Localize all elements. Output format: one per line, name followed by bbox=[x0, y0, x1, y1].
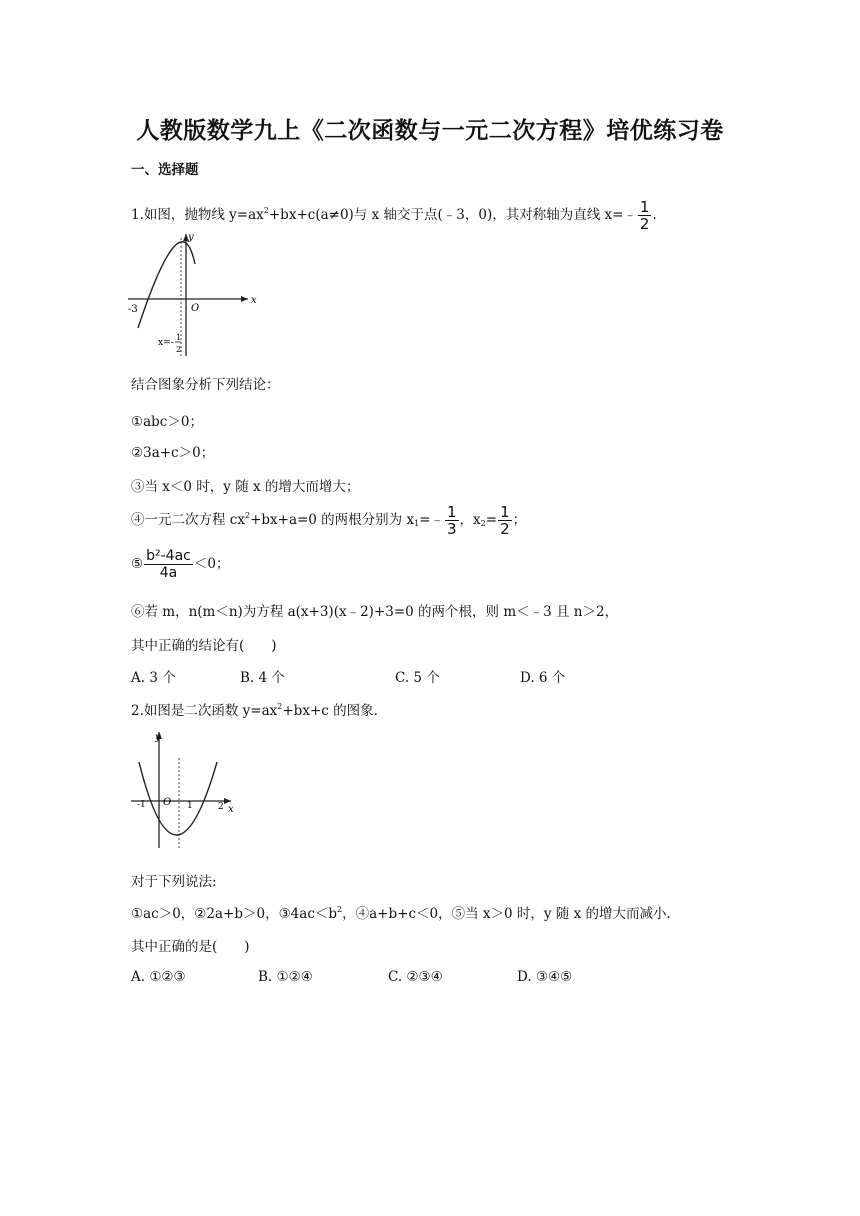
q2-origin-label: O bbox=[163, 797, 172, 808]
q1-axis-label: x=- bbox=[158, 338, 174, 348]
q2-tick-2: 2 bbox=[218, 802, 224, 812]
q1-root-label: -3 bbox=[128, 304, 138, 315]
q1-conclusion-1: ①abc＞0； bbox=[131, 414, 203, 430]
q1-conclusion-4: ④一元二次方程 $cx^2+bx+a=0$ 的两根分别为 $x_1=﹣$ $\frac{1}{3}$ ，$x_2=$ $\frac{1}{2}$ ； bbox=[131, 503, 527, 538]
q1-conclusion-3: ③当 x＜0 时，y 随 x 的增大而增大； bbox=[131, 479, 360, 495]
q2-prompt: 对于下列说法: bbox=[131, 874, 217, 890]
q2-y-label: y bbox=[155, 732, 161, 743]
q1-stem: 1.如图，抛物线 $y=ax^2+bx+c(a\ne 0)$与 x 轴交于点(﹣3，0)，其对称轴为直线 x=﹣ $\frac{1}{2}$ . bbox=[131, 198, 657, 233]
q1-axis-frac-den: 2 bbox=[176, 345, 182, 354]
q2-option-c[interactable]: C. ②③④ bbox=[388, 969, 443, 985]
q2-option-a[interactable]: A. ①②③ bbox=[131, 969, 186, 985]
q1-conclusion-5: ⑤ $\frac{\text{b²-4ac}}{4a}$ ＜0； bbox=[131, 548, 230, 581]
q1-option-c[interactable]: C. 5 个 bbox=[395, 670, 440, 686]
q1-axis-frac-num: 1 bbox=[176, 333, 182, 342]
q2-option-d[interactable]: D. ③④⑤ bbox=[517, 969, 573, 985]
q1-axis-fraction: $\frac{1}{2}$ bbox=[639, 198, 650, 233]
q1-option-a[interactable]: A. 3 个 bbox=[131, 670, 176, 686]
q1-root1-fraction: $\frac{1}{3}$ bbox=[447, 503, 457, 538]
q1-parabola-figure bbox=[124, 228, 264, 358]
q2-stem: 2.如图是二次函数 $y=ax^2+bx+c$ 的图象. bbox=[131, 702, 378, 719]
q1-x-label: x bbox=[251, 295, 257, 306]
q2-parabola-figure bbox=[127, 728, 239, 852]
section-heading: 一、选择题 bbox=[131, 162, 199, 178]
q1-prompt: 结合图象分析下列结论： bbox=[131, 377, 280, 393]
q1-root2-fraction: $\frac{1}{2}$ bbox=[500, 503, 510, 538]
q1-conclusion-6: ⑥若 m，n(m＜n)为方程 a(x+3)(x﹣2)+3=0 的两个根，则 m＜﹣3 且 n＞2， bbox=[131, 604, 619, 620]
q2-ask: 其中正确的是( ) bbox=[131, 939, 250, 955]
q2-x-label: x bbox=[228, 804, 234, 815]
q1-ask: 其中正确的结论有( ) bbox=[131, 638, 277, 654]
q1-option-b[interactable]: B. 4 个 bbox=[240, 670, 285, 686]
q2-tick-1: 1 bbox=[187, 801, 193, 811]
page-title: 人教版数学九上《二次函数与一元二次方程》培优练习卷 bbox=[136, 118, 724, 144]
q1-option-d[interactable]: D. 6 个 bbox=[520, 670, 566, 686]
q1-origin-label: O bbox=[191, 303, 200, 314]
q1-y-label: y bbox=[188, 232, 194, 243]
q2-statements: ①ac＞0，②2a+b＞0，$③4ac<b^2$，④a+b+c＜0，⑤当 x＞0 时，y 随 x 的增大而减小. bbox=[131, 905, 671, 922]
q2-option-b[interactable]: B. ①②④ bbox=[258, 969, 313, 985]
q2-tick-minus1: -1 bbox=[137, 800, 146, 810]
q1-discriminant-fraction: $\frac{\text{b²-4ac}}{4a}$ bbox=[146, 548, 191, 581]
q1-conclusion-2: ②3a+c＞0； bbox=[131, 445, 215, 461]
